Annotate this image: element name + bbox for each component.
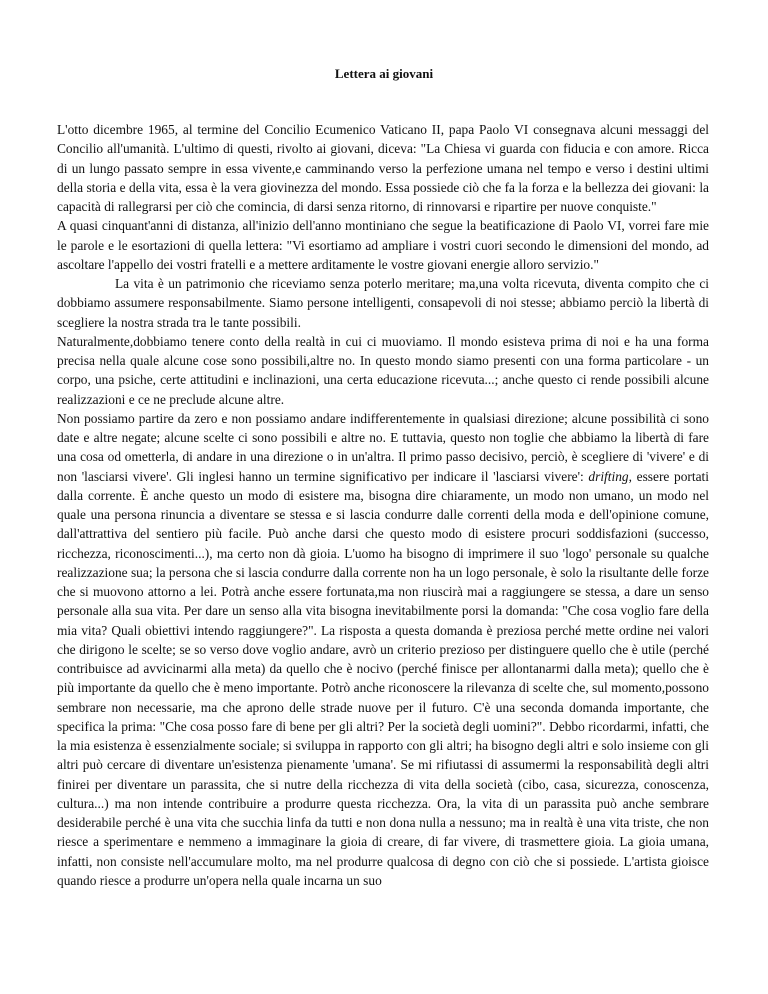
scelte-text-start: Non possiamo partire da zero e non possiamo andare indifferentemente in qualsiasi direzione; alcune possibilità ci sono date e altre negate; alcune scelte ci sono possibili e altre no. E tuttavia, questo non toglie che abbiamo la libertà di fare una cosa od ometterla, di andare in una direzione o in un'altra. Il primo passo decisivo, perciò, è scegliere di 'vivere' e di non 'lasciarsi vivere'. Gli inglesi hanno un termine significativo per indicare il 'lasciarsi vivere': [57, 410, 709, 484]
paragraph-vita-patrimonio: La vita è un patrimonio che riceviamo senza poterlo meritare; ma,una volta ricevuta, diventa compito che ci dobbiamo assumere responsabilmente. Siamo persone intelligenti, consapevoli di noi stesse; abbiamo perciò la libertà di scegliere la nostra strada tra le tante possibili. [57, 276, 709, 330]
paragraph-scelte [57, 409, 709, 890]
drifting-term: drifting [588, 468, 629, 484]
paragraph-realta: Naturalmente,dobbiamo tenere conto della realtà in cui ci muoviamo. Il mondo esisteva prima di noi e ha una forma precisa nella quale alcune cose sono possibili,altre no. In questo mondo siamo presenti con una forma particolare - un corpo, una psiche, certe attitudini e inclinazioni, una certa educazione ricevuta...; anche questo ci rende possibili alcune realizzazioni e ce ne preclude alcune altre. [57, 333, 709, 407]
document-title: Lettera ai giovani [334, 66, 434, 81]
paragraph-concilio: L'otto dicembre 1965, al termine del Concilio Ecumenico Vaticano II, papa Paolo VI consegnava alcuni messaggi del Concilio all'umanità. L'ultimo di questi, rivolto ai giovani, diceva: "La Chiesa vi guarda con fiducia e con amore. Ricca di un lungo passato sempre in essa vivente,e camminando verso la perfezione umana nel tempo e verso i destini ultimi della storia e della vita, essa è la vera giovinezza del mondo. Essa possiede ciò che fa la forza e la bellezza dei giovani: la capacità di rallegrarsi per ciò che comincia, di darsi senza ritorno, di rinnovarsi e ripartire per nuove conquiste." [57, 122, 709, 214]
scelte-text-end: , essere portati dalla corrente. È anche questo un modo di esistere ma, bisogna dire chiaramente, un modo non umano, un modo nel quale una persona rinuncia a diventare se stessa e si lascia condurre dalle correnti della moda e dell'opinione comune, dall'attrattiva del sentiero più facile. Può anche darsi che questo modo di esistere procuri soddisfazioni (successo, ricchezza, riconoscimenti...), ma certo non dà gioia. L'uomo ha bisogno di imprimere il suo 'logo' personale su qualche realizzazione sua; la persona che si lascia condurre dalla corrente non ha un logo personale, è solo la risultante delle forze che si muovono attorno a lei. Potrà anche essere fortunata,ma non riuscirà mai a raggiungere se stessa, a dare un senso personale alla sua vita. Per dare un senso alla vita bisogna inevitabilmente porsi la domanda: "Che cosa voglio fare della mia vita? Quali obiettivi intendo raggiungere?". La risposta a questa domanda è preziosa perché mette ordine nei valori che dirigono le scelte; se so verso dove voglio andare, avrò un criterio prezioso per distinguere quello che è utile (perché contribuisce ad avvicinarmi alla meta) da quello che è nocivo (perché finisce per allontanarmi dalla meta); quello che è più importante da quello che è meno importante. Potrò anche riconoscere la rilevanza di scelte che, sul momento,possono sembrare non necessarie, ma che aprono delle strade nuove per il futuro. C'è una seconda domanda importante, che specifica la prima: "Che cosa posso fare di bene per gli altri? Per la società degli uomini?". Debbo ricordarmi, infatti, che la mia esistenza è essenzialmente sociale; si sviluppa in rapporto con gli altri; ha bisogno degli altri e solo insieme con gli altri può cercare di diventare un'esistenza pienamente 'umana'. Se mi rifiutassi di assumermi la responsabilità degli altri finirei per diventare un parassita, che si nutre della ricchezza di vita della società (cibo, casa, sicurezza, conoscenza, cultura...) ma non intende contribuire a produrre questa ricchezza. Ora, la vita di un parassita può anche sembrare desiderabile perché è una vita che succhia linfa da tutti e non dona nulla a nessuno; ma in realtà è una vita triste, che non riesce a sperimentare e nemmeno a immaginare la gioia di creare, di far vivere, di trasmettere gioia. La gioia umana, infatti, non consiste nell'accumulare molto, ma nel produrre qualcosa di degno con ciò che si possiede. L'artista gioisce quando riesce a produrre un'opera nella quale incarna un suo [57, 468, 709, 888]
paragraph-anno-montiniano: A quasi cinquant'anni di distanza, all'inizio dell'anno montiniano che segue la beatificazione di Paolo VI, vorrei fare mie le parole e le esortazioni di quella lettera: "Vi esortiamo ad ampliare i vostri cuori secondo le dimensioni del mondo, ad ascoltare l'appello dei vostri fratelli e a mettere arditamente le vostre giovani energie alloro servizio." [57, 218, 709, 272]
document-body [57, 120, 709, 890]
